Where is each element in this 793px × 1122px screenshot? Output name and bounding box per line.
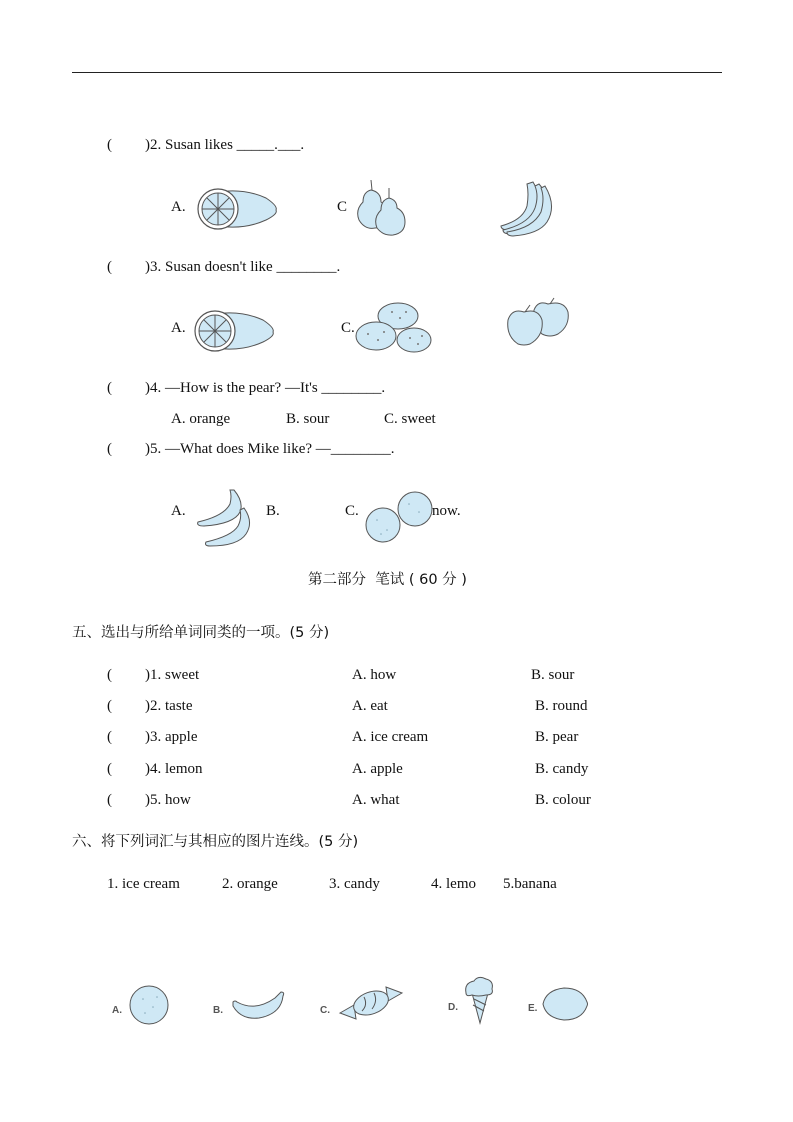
picture-label: D. [448, 1002, 458, 1013]
section-5-option-a: A. eat [352, 698, 388, 714]
question-5-text: )5. —What does Mike like? —________. [145, 441, 395, 457]
answer-paren: ( [107, 667, 112, 683]
ice-cream-icon [462, 975, 496, 1025]
picture-label: A. [112, 1005, 122, 1016]
section-5-heading: 五、选出与所给单词同类的一项。(5 分) [72, 625, 330, 641]
answer-paren: ( [107, 729, 112, 745]
option-c-label: C [337, 199, 348, 215]
question-4-text: )4. —How is the pear? —It's ________. [145, 380, 386, 396]
section-5-question: )3. apple [145, 729, 198, 745]
answer-paren: ( [107, 137, 112, 153]
orange-icon [127, 985, 171, 1025]
apples-icon [504, 298, 572, 348]
banana-icon [231, 988, 285, 1022]
pears-icon [353, 178, 407, 238]
bananas-icon [495, 178, 555, 238]
match-word: 2. orange [222, 876, 278, 892]
answer-paren: ( [107, 259, 112, 275]
section-6-heading: 六、将下列词汇与其相应的图片连线。(5 分) [72, 834, 359, 850]
candy-icon [338, 983, 404, 1027]
answer-paren: ( [107, 792, 112, 808]
section-5-question: )1. sweet [145, 667, 200, 683]
picture-label: C. [320, 1005, 330, 1016]
section-5-option-b: B. candy [535, 761, 589, 777]
option-c-label: C. [345, 503, 359, 519]
answer-paren: ( [107, 441, 112, 457]
option-a-label: A. [171, 320, 186, 336]
section-5-question: )4. lemon [145, 761, 203, 777]
option-b: B. sour [286, 411, 330, 427]
picture-label: E. [528, 1003, 538, 1014]
oranges-icon [363, 490, 435, 544]
section-5-option-b: B. pear [535, 729, 579, 745]
lemon-half-icon [193, 308, 277, 354]
section-5-option-b: B. colour [535, 792, 591, 808]
section-5-option-a: A. how [352, 667, 397, 683]
option-b-label: B. [266, 503, 280, 519]
section-5-option-b: B. sour [531, 667, 575, 683]
bananas-icon [194, 486, 254, 548]
answer-paren: ( [107, 380, 112, 396]
trailing-text: now. [432, 503, 461, 519]
option-c-label: C. [341, 320, 355, 336]
picture-label: B. [213, 1005, 223, 1016]
section-5-option-a: A. ice cream [352, 729, 429, 745]
section-5-option-a: A. what [352, 792, 400, 808]
option-a-label: A. [171, 199, 186, 215]
match-word: 5.banana [503, 876, 557, 892]
lemon-icon [540, 986, 590, 1022]
section-5-option-b: B. round [535, 698, 588, 714]
strawberries-icon [354, 300, 434, 354]
answer-paren: ( [107, 761, 112, 777]
option-a-label: A. [171, 503, 186, 519]
section-5-option-a: A. apple [352, 761, 403, 777]
match-word: 1. ice cream [107, 876, 180, 892]
option-a: A. orange [171, 411, 231, 427]
top-rule [72, 72, 722, 73]
lemon-half-icon [196, 186, 280, 232]
option-c: C. sweet [384, 411, 436, 427]
question-2-text: )2. Susan likes _____.___. [145, 137, 305, 153]
answer-paren: ( [107, 698, 112, 714]
section-5-question: )2. taste [145, 698, 193, 714]
section-5-question: )5. how [145, 792, 191, 808]
match-word: 3. candy [329, 876, 380, 892]
part-two-title: 第二部分 笔试 ( 60 分 ) [308, 572, 467, 588]
match-word: 4. lemo [431, 876, 476, 892]
question-3-text: )3. Susan doesn't like ________. [145, 259, 341, 275]
